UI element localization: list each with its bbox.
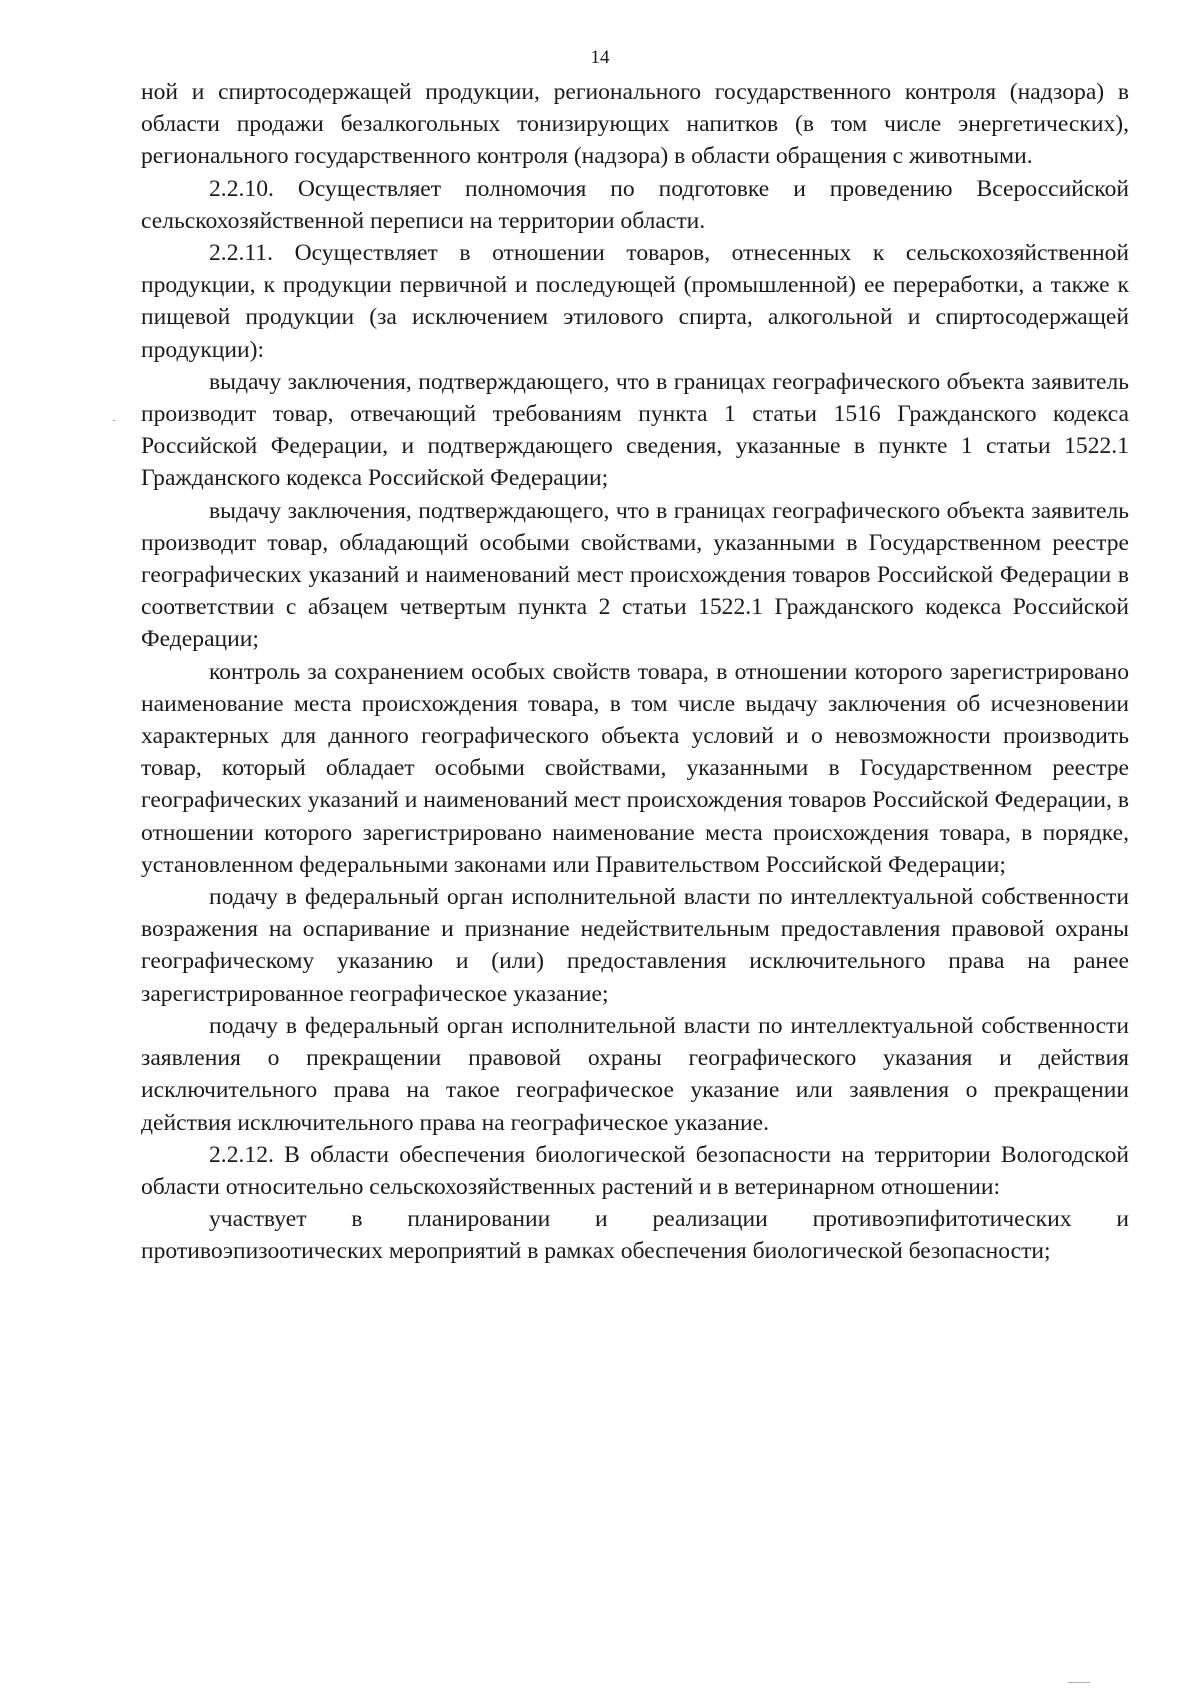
paragraph-objection-filing: подачу в федеральный орган исполнительной власти по интеллектуальной собственности возражения на оспаривание и признание недействительным предоставления правовой охраны географическому указанию и (или) предоставления исключительного права на ранее зарегистрированное географическое указание; <box>141 884 1129 1007</box>
scan-artifact-corner <box>1068 1682 1090 1689</box>
paragraph-conclusion-special-properties: выдачу заключения, подтверждающего, что в границах географического объекта заявитель производит товар, обладающий особыми свойствами, указанными в Государственном реестре географических указаний и наименований мест происхождения товаров Российской Федерации в соответствии с абзацем четвертым пункта 2 статьи 1522.1 Гражданского кодекса Российской Федерации; <box>141 497 1129 653</box>
paragraph-control-special-properties: контроль за сохранением особых свойств товара, в отношении которого зарегистрировано наименование места происхождения товара, в том числе выдачу заключения об исчезновении характерных для данного географического объекта условий и о невозможности производить товар, который обладает особыми свойствами, указанными в Государственном реестре географических указаний и наименований мест происхождения товаров Российской Федерации, в отношении которого зарегистрировано наименование места происхождения товара, в порядке, установленном федеральными законами или Правительством Российской Федерации; <box>141 658 1129 878</box>
scan-artifact-mark <box>113 420 115 421</box>
paragraph-conclusion-requirements: выдачу заключения, подтверждающего, что в границах географического объекта заявитель производит товар, отвечающий требованиям пункта 1 статьи 1516 Гражданского кодекса Российской Федерации, и подтверждающего сведения, указанные в пункте 1 статьи 1522.1 Гражданского кодекса Российской Федерации; <box>141 368 1129 492</box>
paragraph-2-2-10: 2.2.10. Осуществляет полномочия по подготовке и проведению Всероссийской сельскохозяйственной переписи на территории области. <box>141 175 1129 234</box>
document-body <box>141 76 1129 1268</box>
page-number: 14 <box>590 47 610 68</box>
paragraph-termination-filing: подачу в федеральный орган исполнительной власти по интеллектуальной собственности заявления о прекращении правовой охраны географического указания и действия исключительного права на такое географическое указание или заявления о прекращении действия исключительного права на географическое указание. <box>141 1012 1129 1136</box>
paragraph-biosecurity-measures: участвует в планировании и реализации противоэпифитотических и противоэпизоотических мероприятий в рамках обеспечения биологической безопасности; <box>141 1206 1129 1265</box>
paragraph-2-2-11: 2.2.11. Осуществляет в отношении товаров, отнесенных к сельскохозяйственной продукции, к продукции первичной и последующей (промышленной) ее переработки, а также к пищевой продукции (за исключением этилового спирта, алкогольной и спиртосодержащей продукции): <box>141 240 1129 363</box>
paragraph-continuation: ной и спиртосодержащей продукции, регионального государственного контроля (надзора) в области продажи безалкогольных тонизирующих напитков (в том числе энергетических), регионального государственного контроля (надзора) в области обращения с животными. <box>141 79 1129 170</box>
paragraph-2-2-12: 2.2.12. В области обеспечения биологической безопасности на территории Вологодской области относительно сельскохозяйственных растений и в ветеринарном отношении: <box>141 1141 1129 1200</box>
